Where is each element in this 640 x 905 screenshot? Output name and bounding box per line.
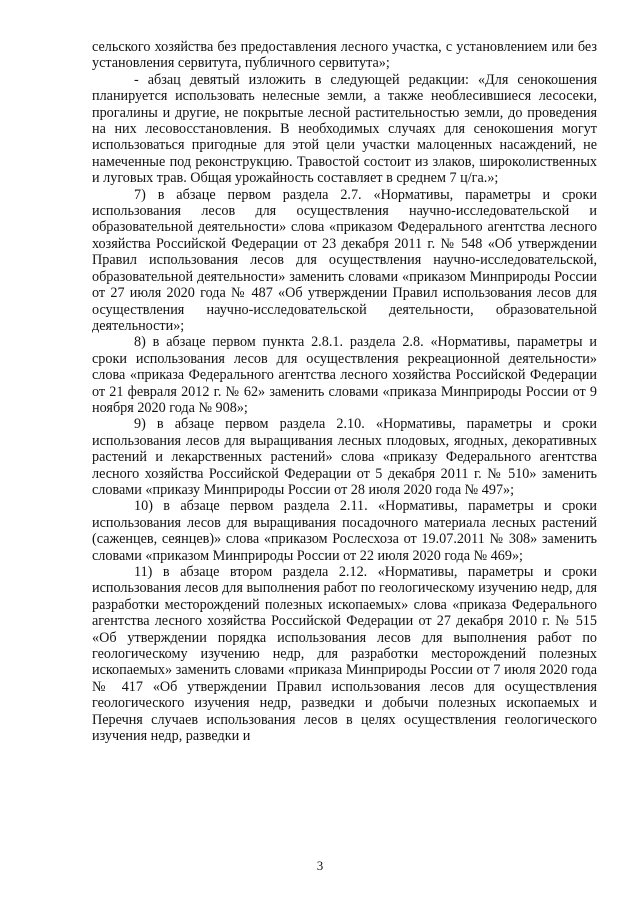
paragraph-continuation: сельского хозяйства без предоставления лесного участка, с установлением или без установления сервитута, публичного сервитута»;	[92, 39, 597, 72]
paragraph-item-10: 10) в абзаце первом раздела 2.11. «Нормативы, параметры и сроки использования лесов для выращивания посадочного материала лесных растений (саженцев, сеянцев)» слова «приказом Рослесхоза от 19.07.2011 № 308» заменить словами «приказом Минприроды России от 22 июля 2020 года № 469»;	[92, 498, 597, 564]
paragraph-item-8: 8) в абзаце первом пункта 2.8.1. раздела 2.8. «Нормативы, параметры и сроки использования лесов для осуществления рекреационной деятельности» слова «приказа Федерального агентства лесного хозяйства Российской Федерации от 21 февраля 2012 г. № 62» заменить словами «приказа Минприроды России от 9 ноября 2020 года № 908»;	[92, 334, 597, 416]
paragraph-item-9: 9) в абзаце первом раздела 2.10. «Нормативы, параметры и сроки использования лесов для выращивания лесных плодовых, ягодных, декоративных растений и лекарственных растений» слова «приказу Федерального агентства лесного хозяйства Российской Федерации от 5 декабря 2011 г. № 510» заменить словами «приказу Минприроды России от 28 июля 2020 года № 497»;	[92, 416, 597, 498]
page-number: 3	[316, 858, 324, 873]
paragraph-item-7: 7) в абзаце первом раздела 2.7. «Нормативы, параметры и сроки использования лесов для осуществления научно-исследовательской и образовательной деятельности» слова «приказом Федерального агентства лесного хозяйства Российской Федерации от 23 декабря 2011 г. № 548 «Об утверждении Правил использования лесов для осуществления научно-исследовательской, образовательной деятельности» заменить словами «приказом Минприроды России от 27 июля 2020 года № 487 «Об утверждении Правил использования лесов для осуществления научно-исследовательской деятельности, образовательной деятельности»;	[92, 186, 597, 334]
document-body	[92, 39, 597, 744]
paragraph-ninth-abzac: - абзац девятый изложить в следующей редакции: «Для сенокошения планируется использовать нелесные земли, а также необлесившиеся лесосеки, прогалины и другие, не покрытые лесной растительностью земли, до проведения на них лесовосстановления. В необходимых случаях для сенокошения могут использоваться пригодные для этой цели участки малоценных насаждений, не намеченные под реконструкцию. Травостой состоит из злаков, широколиственных и луговых трав. Общая урожайность составляет в среднем 7 ц/га.»;	[92, 71, 597, 187]
paragraph-item-11: 11) в абзаце втором раздела 2.12. «Нормативы, параметры и сроки использования лесов для выполнения работ по геологическому изучению недр, для разработки месторождений полезных ископаемых» слова «приказа Федерального агентства лесного хозяйства Российской Федерации от 27 декабря 2010 г. № 515 «Об утверждении порядка использования лесов для выполнения работ по геологическому изучению недр, для разработки месторождений полезных ископаемых» заменить словами «приказа Минприроды России от 7 июля 2020 года № 417 «Об утверждении Правил использования лесов для осуществления геологического изучения недр, разведки и добычи полезных ископаемых и Перечня случаев использования лесов в целях осуществления геологического изучения недр, разведки и	[92, 564, 597, 745]
